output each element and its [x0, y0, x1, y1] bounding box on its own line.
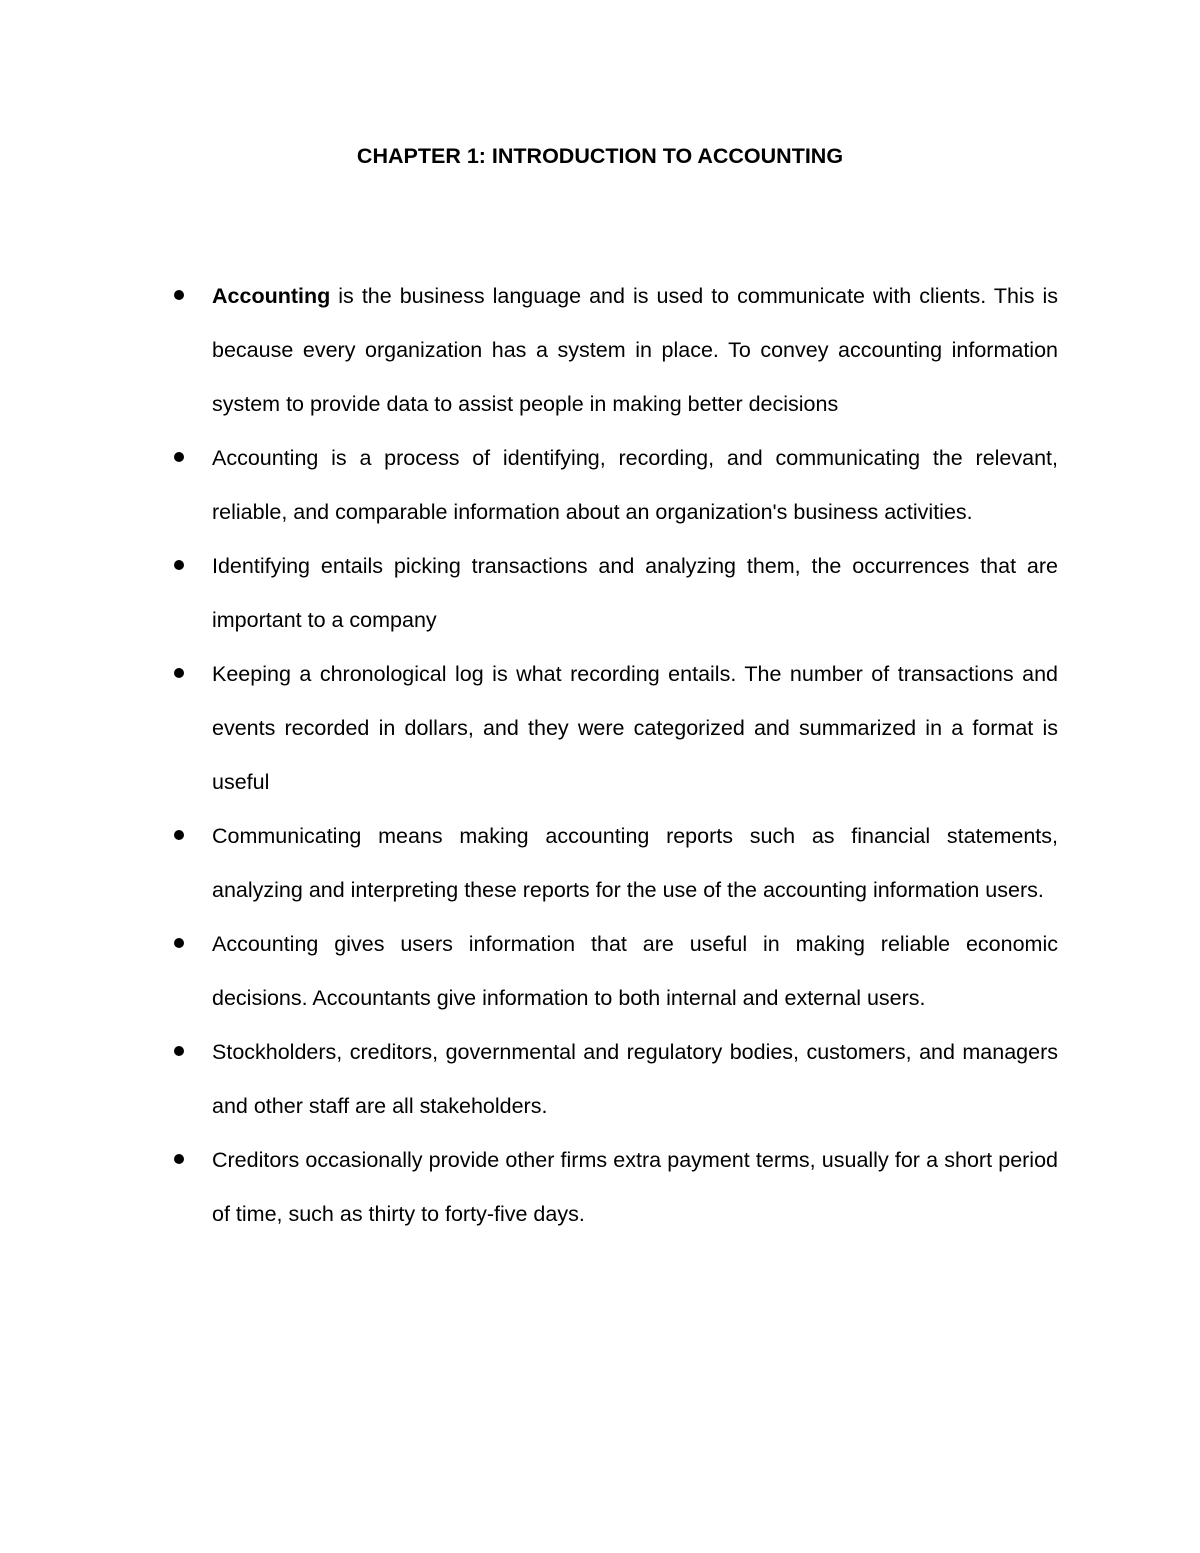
bullet-icon — [174, 830, 184, 840]
list-item-text: Keeping a chronological log is what recording entails. The number of transactions and events recorded in dollars, and they were categorized and summarized in a format is useful — [212, 662, 1058, 794]
bullet-icon — [174, 1046, 184, 1056]
bullet-icon — [174, 1154, 184, 1164]
list-item — [212, 917, 1058, 1025]
list-item-text: Creditors occasionally provide other firms extra payment terms, usually for a short period of time, such as thirty to forty-five days. — [212, 1148, 1058, 1226]
bullet-icon — [174, 938, 184, 948]
list-item-text: Communicating means making accounting reports such as financial statements, analyzing and interpreting these reports for the use of the accounting information users. — [212, 824, 1058, 902]
list-item — [212, 1133, 1058, 1241]
list-item — [212, 431, 1058, 539]
list-item-text: Identifying entails picking transactions and analyzing them, the occurrences that are important to a company — [212, 554, 1058, 632]
list-item-text: Accounting is a process of identifying, recording, and communicating the relevant, reliable, and comparable information about an organization's business activities. — [212, 446, 1058, 524]
bullet-icon — [174, 290, 184, 300]
list-item — [212, 809, 1058, 917]
bullet-list — [212, 269, 1058, 1241]
list-item — [212, 647, 1058, 809]
list-item — [212, 1025, 1058, 1133]
list-item — [212, 269, 1058, 431]
list-item-text: is the business language and is used to communicate with clients. This is because every organization has a system in place. To convey accounting information system to provide data to assist people in making better decisions — [212, 284, 1058, 416]
list-item — [212, 539, 1058, 647]
term-bold: Accounting — [212, 284, 331, 308]
bullet-icon — [174, 560, 184, 570]
list-item-text: Accounting gives users information that are useful in making reliable economic decisions. Accountants give information to both internal and external users. — [212, 932, 1058, 1010]
list-item-text: Stockholders, creditors, governmental and regulatory bodies, customers, and managers and other staff are all stakeholders. — [212, 1040, 1058, 1118]
chapter-title: CHAPTER 1: INTRODUCTION TO ACCOUNTING — [356, 144, 844, 168]
bullet-icon — [174, 668, 184, 678]
bullet-icon — [174, 452, 184, 462]
